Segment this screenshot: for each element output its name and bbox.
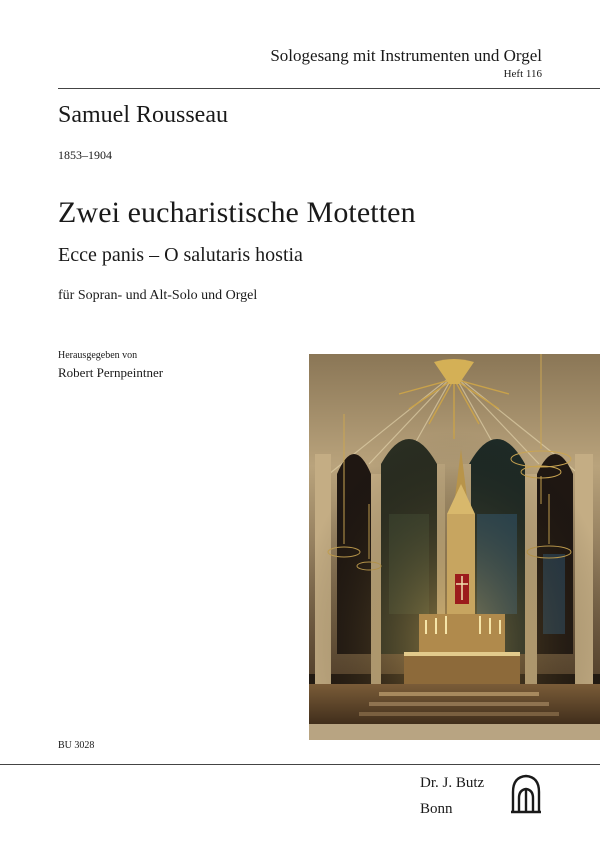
series-title: Sologesang mit Instrumenten und Orgel [270, 46, 542, 65]
scoring: für Sopran- und Alt-Solo und Orgel [58, 288, 258, 303]
editor-label: Herausgegeben von [58, 350, 138, 361]
editor-name: Robert Pernpeintner [58, 365, 164, 380]
cover-photo [309, 354, 600, 740]
issue-number: Heft 116 [503, 68, 542, 80]
composer-name: Samuel Rousseau [58, 102, 228, 128]
work-title: Zwei eucharistische Motetten [58, 196, 416, 229]
publisher-name: Dr. J. Butz [420, 775, 485, 791]
catalog-number: BU 3028 [58, 740, 95, 751]
composer-dates: 1853–1904 [58, 148, 112, 162]
publisher-city: Bonn [420, 801, 453, 817]
footer-divider [0, 764, 600, 765]
work-subtitle: Ecce panis – O salutaris hostia [58, 244, 303, 266]
publisher-logo-icon [510, 774, 542, 814]
header-divider [58, 88, 600, 89]
